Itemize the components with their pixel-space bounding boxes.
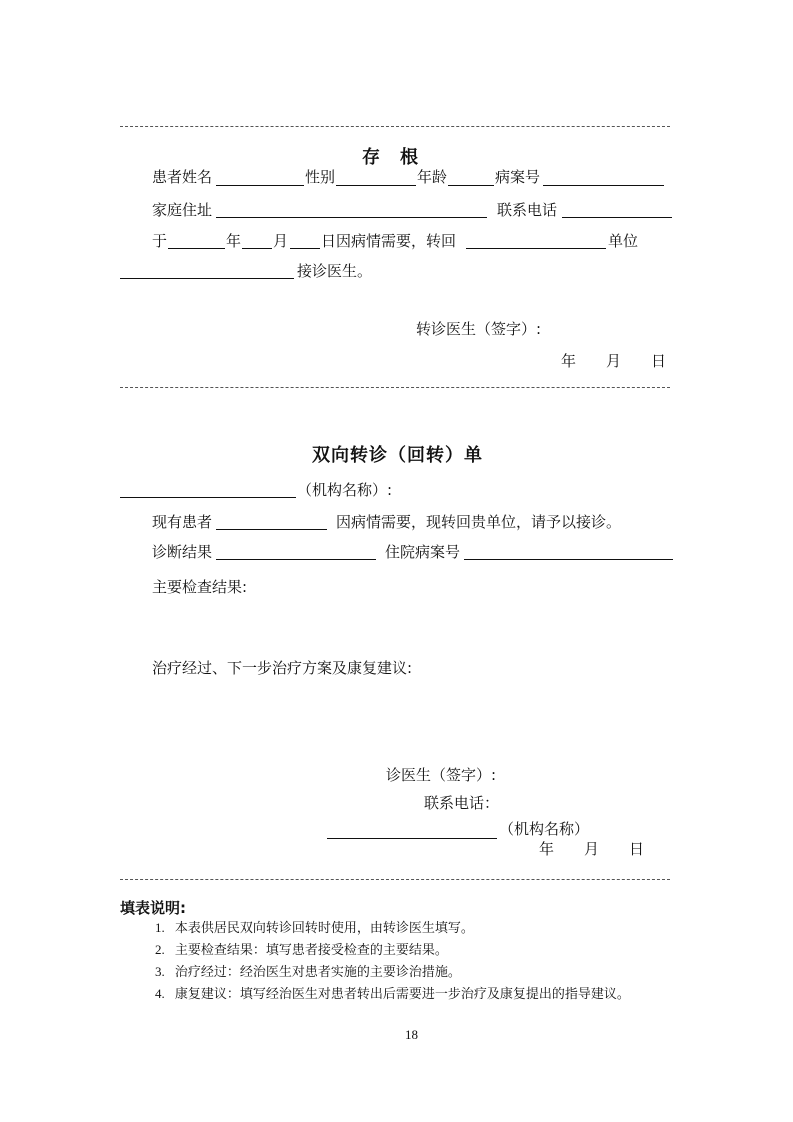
page-number: 18 [405, 1027, 418, 1042]
gender-field[interactable] [336, 185, 416, 186]
receiving-doctor-label: 接诊医生。 [297, 262, 373, 280]
patient-suffix: 因病情需要，现转回贵单位，请予以接诊。 [336, 513, 622, 531]
day-reason-text: 日因病情需要，转回 [321, 232, 457, 250]
unit-label: 单位 [608, 232, 639, 250]
note-number: 2. [155, 942, 165, 957]
receiving-doctor-field[interactable] [120, 278, 294, 279]
cut-line-top [120, 126, 670, 127]
note-text: 本表供居民双向转诊回转时使用，由转诊医生填写。 [174, 921, 474, 936]
organization-name-end-label: （机构名称） [499, 820, 590, 838]
stub-title: 存 根 [362, 147, 419, 168]
note-text: 治疗经过：经治医生对患者实施的主要诊治措施。 [174, 965, 461, 980]
record-number-field[interactable] [543, 185, 664, 186]
inpatient-record-field[interactable] [464, 559, 673, 560]
referral-doctor-signature-label: 转诊医生（签字）: [416, 320, 542, 338]
age-label: 年龄 [417, 168, 448, 186]
note-item [155, 964, 461, 981]
year-label: 年 [226, 232, 242, 250]
patient-field[interactable] [216, 529, 327, 530]
diagnosis-label: 诊断结果 [152, 543, 213, 561]
day-field[interactable] [290, 248, 320, 249]
note-item [155, 920, 474, 937]
month-field[interactable] [242, 248, 272, 249]
return-unit-field[interactable] [466, 248, 606, 249]
treatment-label: 治疗经过、下一步治疗方案及康复建议: [152, 659, 413, 677]
organization-name-field[interactable] [120, 497, 296, 498]
cut-line-bottom [120, 879, 670, 880]
note-item [155, 986, 630, 1003]
form-title: 双向转诊（回转）单 [312, 445, 483, 466]
note-number: 4. [155, 986, 165, 1001]
record-number-label: 病案号 [495, 168, 541, 186]
gender-label: 性别 [305, 168, 336, 186]
notes-title: 填表说明: [120, 899, 186, 917]
note-number: 1. [155, 920, 165, 935]
year-field[interactable] [168, 248, 225, 249]
month-label: 月 [273, 232, 289, 250]
note-text: 主要检查结果：填写患者接受检查的主要结果。 [174, 943, 448, 958]
organization-name-label: （机构名称）: [297, 481, 393, 499]
form-date: 年 月 日 [539, 840, 645, 858]
exam-results-label: 主要检查结果: [152, 578, 248, 596]
contact-phone-label: 联系电话 [497, 201, 558, 219]
note-number: 3. [155, 964, 165, 979]
note-text: 康复建议：填写经治医生对患者转出后需要进一步治疗及康复提出的指导建议。 [174, 987, 630, 1002]
organization-name-end-field[interactable] [327, 838, 497, 839]
diagnosis-field[interactable] [216, 559, 376, 560]
doctor-signature-label: 诊医生（签字）: [386, 766, 497, 784]
stub-date: 年 月 日 [561, 352, 667, 370]
home-address-field[interactable] [216, 217, 487, 218]
contact-phone-field[interactable] [562, 217, 672, 218]
patient-name-field[interactable] [216, 185, 304, 186]
patient-name-label: 患者姓名 [152, 168, 213, 186]
date-prefix: 于 [152, 232, 168, 250]
home-address-label: 家庭住址 [152, 201, 213, 219]
inpatient-record-label: 住院病案号 [385, 543, 461, 561]
patient-prefix: 现有患者 [152, 513, 213, 531]
contact-phone-line: 联系电话： [424, 794, 500, 812]
cut-line-middle [120, 387, 670, 388]
note-item [155, 942, 448, 959]
age-field[interactable] [448, 185, 494, 186]
